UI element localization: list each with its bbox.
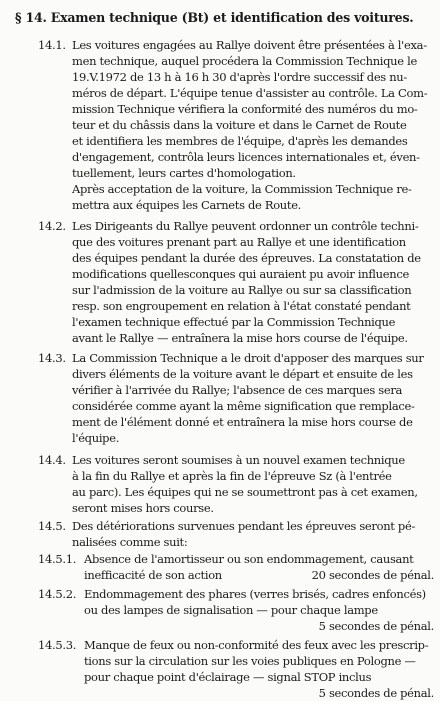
text-line: Les Dirigeants du Rallye peuvent ordonner un contrôle techni- <box>72 219 419 233</box>
text-line: l'équipe. <box>72 431 120 445</box>
penalty-text: 5 secondes de pénal. <box>318 619 434 633</box>
text-line: et identifiera les membres de l'équipe, d'après les demandes <box>72 134 408 148</box>
text-line: pour chaque point d'éclairage — signal STOP inclus <box>84 670 372 684</box>
text-line: mission Technique vérifiera la conformité des numéros du mo- <box>72 102 418 116</box>
text-line: resp. son engroupement en relation à l'état constaté pendant <box>72 299 411 313</box>
paragraph-number: 14.3. <box>38 351 66 365</box>
text-line: nalisées comme suit: <box>72 535 188 549</box>
text-line: l'examen technique effectué par la Commission Technique <box>72 315 396 329</box>
text-line: Endommagement des phares (verres brisés, cadres enfoncés) <box>84 587 426 601</box>
paragraph-number: 14.5.1. <box>38 552 77 566</box>
text-line: divers éléments de la voiture avant le départ et ensuite de les <box>72 367 413 381</box>
text-line: Les voitures engagées au Rallye doivent être présentées à l'exa- <box>72 38 427 52</box>
text-line: seront mises hors course. <box>72 501 214 515</box>
text-line: vérifier à l'arrivée du Rallye; l'absence de ces marques sera <box>72 383 403 397</box>
text-line: avant le Rallye — entraînera la mise hors course de l'équipe. <box>72 331 408 345</box>
text-line: tions sur la circulation sur les voies publiques en Pologne — <box>84 654 416 668</box>
penalty-text: 20 secondes de pénal. <box>311 568 434 582</box>
text-line: mettra aux équipes les Carnets de Route. <box>72 198 302 212</box>
text-line: ment de l'élément donné et entraînera la mise hors course de <box>72 415 413 429</box>
paragraph-number: 14.5.3. <box>38 638 77 652</box>
text-line: à la fin du Rallye et après la fin de l'épreuve Sz (à l'entrée <box>72 469 392 483</box>
text-line: que des voitures prenant part au Rallye et une identification <box>72 235 406 249</box>
text-line: Manque de feux ou non-conformité des feux avec les prescrip- <box>84 638 429 652</box>
text-line: Les voitures seront soumises à un nouvel examen technique <box>72 453 405 467</box>
text-line: 19.V.1972 de 13 h à 16 h 30 d'après l'ordre successif des nu- <box>72 70 407 84</box>
section-heading: § 14. Examen technique (Bt) et identification des voitures. <box>15 10 414 25</box>
text-line: considérée comme ayant la même signification que remplace- <box>72 399 415 413</box>
text-line: modifications quellesconques qui auraient pu avoir influence <box>72 267 409 281</box>
text-line: méros de départ. L'équipe tenue d'assister au contrôle. La Com- <box>72 86 428 100</box>
text-line: Absence de l'amortisseur ou son endommagement, causant <box>84 552 414 566</box>
text-line: sur l'admission de la voiture au Rallye ou sur sa classification <box>72 283 412 297</box>
text-line: au parc). Les équipes qui ne se soumettront pas à cet examen, <box>72 485 418 499</box>
text-line: teur et du châssis dans la voiture et dans le Carnet de Route <box>72 118 407 132</box>
paragraph-number: 14.1. <box>38 38 66 52</box>
text-line: Des détériorations survenues pendant les épreuves seront pé- <box>72 519 416 533</box>
text-line: ou des lampes de signalisation — pour chaque lampe <box>84 603 378 617</box>
text-line: La Commission Technique a le droit d'apposer des marques sur <box>72 351 424 365</box>
text-line: des équipes pendant la durée des épreuves. La constatation de <box>72 251 421 265</box>
text-line: d'engagement, contrôla leurs licences internationales et, éven- <box>72 150 420 164</box>
text-line: men technique, auquel procédera la Commission Technique le <box>72 54 417 68</box>
penalty-text: 5 secondes de pénal. <box>318 686 434 700</box>
text-line: inefficacité de son action <box>84 568 222 582</box>
paragraph-number: 14.2. <box>38 219 66 233</box>
text-line: Après acceptation de la voiture, la Commission Technique re- <box>72 182 412 196</box>
text-line: tuellement, leurs cartes d'homologation. <box>72 166 296 180</box>
paragraph-number: 14.5.2. <box>38 587 77 601</box>
paragraph-number: 14.4. <box>38 453 66 467</box>
paragraph-number: 14.5. <box>38 519 66 533</box>
